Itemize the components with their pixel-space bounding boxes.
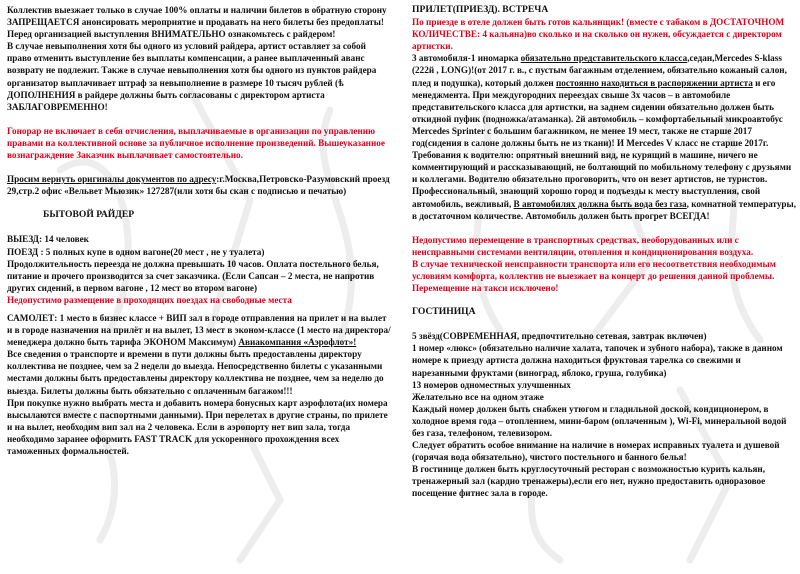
departure-line	[7, 233, 392, 245]
hookah-paragraph	[412, 16, 797, 52]
cars-underlined-2: постоянно находиться в распоряжении артиста	[555, 77, 753, 88]
hotel-equipment: Каждый номер должен быть снабжен утюгом и гладильной доской, кондиционером, в холодное время года – отоплением, мини-баром (оплаченным ), Wi-Fi, минеральной водой без газа, телефоном, телевизором.	[412, 403, 787, 438]
train-text: : 5 полных купе в одном вагоне(20 мест , не у туалета)	[38, 246, 265, 257]
hookah-red: По приезде в отеле должен быть готов кальянщик! (вместе с табаком в ДОСТАТОЧНОМ КОЛИЧЕСТВЕ: 4 кальяна)	[412, 17, 785, 40]
plane-bonus: При покупке нужно выбрать места и добавить номера бонусных карт аэрофлота(их номера высылаются вместе с паспортными данными). При перелетах в другие страны, по прилете и на вылет, необходим вип зал на 2 человека. Если в аэропорту нет вип зала, тогда необходимо заранее оформить FAST TRACK для ускоренного прохождения всех таможенных формальностей.	[7, 397, 388, 456]
train-no-free-seats: Недопустимо размещение в проходящих поездах на свободные места	[7, 294, 292, 305]
hotel-stars	[412, 330, 797, 342]
plane-info: Все сведения о транспорте и времени в пути должны быть предоставлены директору коллектива не позднее, чем за 2 недели до выезда. Непосредственно билеты с указанными местами должны быть предоставлены директору коллектива не позднее, чем за неделю до выезда. Билеты должны быть обязательно с оплаченным багажом!!!	[7, 349, 384, 396]
departure-value: 14 человек	[42, 234, 89, 245]
fee-notice: Гонорар не включает в себя отчисления, выплачиваемые в организации по управлению правами на коллективной основе за публичное исполнение произведений. Вышеуказанное вознаграждение Заказчик выплачивает самостоятельно.	[7, 125, 385, 161]
return-docs-underlined: Просим вернуть оригиналы документов по адресу	[7, 174, 217, 185]
arrival-heading: ПРИЛЕТ(ПРИЕЗД). ВСТРЕЧА	[412, 4, 549, 15]
plane-label: САМОЛЕТ	[7, 312, 55, 323]
hookah-rest: во сколько и на сколько он нужен, обсуждается с директором артистки.	[412, 29, 782, 52]
return-docs	[7, 173, 392, 197]
cars-paragraph	[412, 52, 797, 221]
forbidden-label: ЗАПРЕЩАЕТСЯ	[7, 17, 80, 28]
rider-warning-prefix: Перед организацией выступления	[7, 29, 152, 40]
train-duration: Продолжительность переезда не должна превышать 10 часов. Оплата постельного белья, питание и прочего производится за счет заказчика. (Если Сапсан – 2 места, не напротив других сидений, в первом вагоне , 12 мест во втором вагоне)	[7, 258, 379, 293]
plane-paragraph	[7, 312, 392, 348]
hotel-attention: Следует обратить особое внимание на наличие в номерах исправных туалета и душевой (горячая вода обязательно), чистого постельного и банного белья!	[412, 440, 780, 463]
cars-underlined-1: обязательно представительского класса	[520, 53, 688, 64]
transport-warning-2: В случае технической неисправности транспорта или его несоответствия необходимым условиям комфорта, коллектив не выезжает на концерт до решения данной проблемы. Перемещение на такси исключено!	[412, 258, 776, 294]
addendum-emph: ѣ ДОПОЛНЕНИЯ	[7, 77, 344, 100]
cars-text-4: , комнатной температуры, в достаточном количестве. Автомобиль должен быть прогрет ВСЕГДА!	[412, 198, 796, 221]
cars-text-1: 3 автомобиля-1 иномарка	[412, 53, 521, 64]
train-label: ПОЕЗД	[7, 246, 39, 257]
cars-underlined-3: В автомобилях должна быть вода без газа	[513, 198, 687, 209]
rider-warning-suffix: ознакомьтесь с райдером!	[225, 29, 336, 40]
failure-text: В случае невыполнения хотя бы одного из условий райдера, артист оставляет за собой право отменить выступление без выплаты компенсации, а ранее выплаченный аванс возврату не подлежит. Также в случае невыполнения хотя бы одного из пунктов райдера организатор выплачивает штраф за невыполнение в размере 10 тысяч рублей (	[7, 41, 377, 88]
right-column	[412, 4, 797, 574]
intro-text: Коллектив выезжает только в случае 100% оплаты и наличии билетов в обратную сторону	[7, 5, 387, 15]
plane-text: : 1 место в бизнес классе + ВИП зал в городе отправления на прилет и на вылет и в городе назначения на прилёт и на вылет, 13 мест в эконом-классе (1 место на директора/менеджера должно быть тарифа ЭКОНОМ Максимум)	[7, 312, 391, 348]
departure-label: ВЫЕЗД:	[7, 234, 43, 245]
hotel-restaurant: В гостинице должен быть круглосуточный ресторан с возможностью курить кальян, тренажерный зал (кардио тренажеры),если его нет, нужно предоставить одноразовое посещение фитнес зала в городе.	[412, 464, 766, 499]
hotel-stars-rest: предпочтительно сетевая, завтрак включен)	[521, 331, 707, 342]
transport-warning: Недопустимо перемещение в транспортных средствах, необорудованных или с неисправными системами вентиляции, отопления и кондиционирования воздуха.	[412, 234, 754, 257]
hotel-heading: ГОСТИНИЦА	[412, 306, 476, 318]
left-column	[7, 4, 392, 574]
hotel-floor: Желательно все на одном этаже	[412, 391, 544, 402]
cars-text-2: ,седан,Mercedes S-klass (222й , LONG)!(от 2017 г. в., с пустым багажным отделением, обязательно кожаный салон, плед и подушка), который должен	[412, 53, 787, 88]
household-heading: БЫТОВОЙ РАЙДЕР	[43, 209, 135, 221]
plane-airline: Авиакомпания «Аэрофлот»!	[238, 337, 357, 348]
failure-paragraph	[7, 40, 392, 113]
cars-text-3: и его менеджмента. При междугородних переездах свыше 3х часов – в автомобиле представительского класса для артистки, на заднем сидении обязательно должен быть откидной пуфик (подножка/атаманка). 2й автомобиль – комфортабельный микроавтобус Mercedes Sprinter с большим багажником, не менее 19 мест, также не старше 2017 год(сидения в салоне должны быть не из ткани)! И Mercedes V класс не старше 2017г. Требования к водителю: опрятный внешний вид, не курящий в машине, ничего не комментирующий и рассказывающий, не болтающий по мобильному телефону с друзьями и коллегами. Водителю обязательно проговорить, что он везет артистов, не туристов. Профессиональный, знающий хорошо город и подъезды к месту выступления, свой автомобиль, вежливый,	[412, 77, 792, 209]
train-line	[7, 246, 392, 258]
addendum-text: в райдере должны быть согласованы с директором артиста ЗАБЛАГОВРЕМЕННО!	[7, 89, 325, 112]
hotel-stars-main: 5 звёзд(СОВРЕМЕННАЯ,	[412, 331, 522, 342]
rider-warning-emph: ВНИМАТЕЛЬНО	[151, 29, 226, 40]
forbidden-text: анонсировать мероприятие и продавать на него билеты без предоплаты!	[79, 17, 384, 28]
forbidden-paragraph	[7, 16, 392, 28]
rider-warning	[7, 28, 392, 40]
return-docs-text: :г.Москва,Петровско-Разумовский проезд 29,стр.2 офис «Вельвет Мьюзик» 127287(или хотя бы скан с подписью и печатью)	[7, 174, 390, 197]
hotel-room-2: 13 номеров одноместных улучшенных	[412, 379, 571, 390]
hotel-room-1: 1 номер «люкс» (обязательно наличие халата, тапочек и зубного набора), также в данном номере к приезду артиста должна находиться фруктовая тарелка со свежими и нарезанными фруктами (виноград, яблоко, груша, голубика)	[412, 343, 783, 378]
